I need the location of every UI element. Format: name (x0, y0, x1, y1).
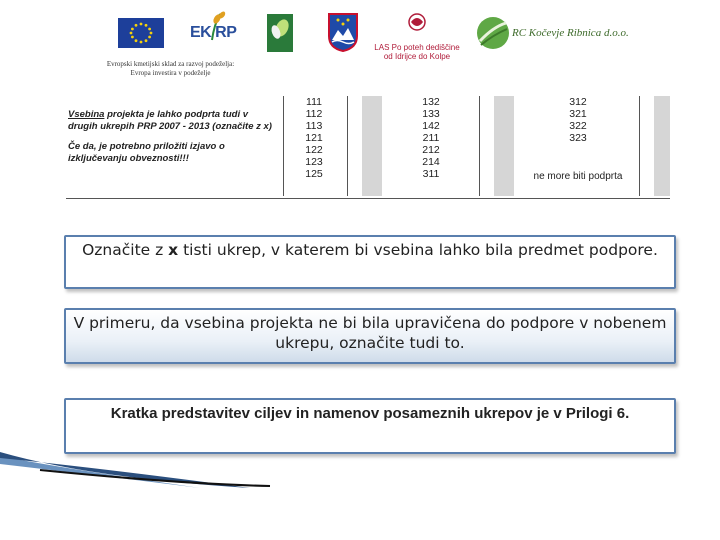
measure-code: 142 (422, 120, 440, 132)
measure-column-1 (294, 96, 334, 180)
checkbox-column[interactable] (494, 96, 514, 196)
measure-code: 133 (422, 108, 440, 120)
measure-code: 132 (422, 96, 440, 108)
instruction-mark-measure-text (66, 237, 674, 260)
measure-code: 122 (305, 144, 323, 156)
measure-code: 211 (422, 132, 440, 144)
measure-column-3 (546, 96, 610, 144)
las-text-line1: LAS Po poteh dediščine (374, 43, 460, 52)
measure-code: 113 (305, 120, 323, 132)
measure-code: 112 (305, 108, 323, 120)
table-left-text (68, 109, 280, 165)
exclusion-statement-note: Če da, je potrebno priložiti izjavo o izključevanju obveznosti!!! (68, 141, 225, 164)
las-logo (372, 12, 462, 60)
measure-code: 322 (569, 120, 587, 132)
measures-table (66, 96, 670, 200)
checkbox-column[interactable] (654, 96, 670, 196)
ekrp-text: EK RP (190, 24, 237, 41)
measure-code: 321 (569, 108, 587, 120)
eligibility-question (68, 109, 280, 133)
measure-code: 111 (306, 96, 322, 108)
measure-code: 323 (569, 132, 587, 144)
checkbox-column[interactable] (362, 96, 382, 196)
eu-caption-line1: Evropski kmetijski sklad za razvoj podeželja: (106, 60, 235, 68)
eligibility-question-underlined: Vsebina (68, 109, 105, 120)
measure-code: 214 (422, 156, 440, 168)
rc-kocevje-ribnica-logo (475, 15, 629, 55)
rc-logo-text: RC Kočevje Ribnica d.o.o. (512, 27, 629, 39)
instruction-box-mark-measure (64, 235, 676, 289)
table-divider (347, 96, 348, 196)
table-divider (639, 96, 640, 196)
instruction-text-post: tisti ukrep, v katerem bi vsebina lahko bila predmet podpore. (178, 241, 658, 259)
las-text-line2: od Idrijce do Kolpe (383, 52, 451, 61)
eligibility-question-rest: projekta je lahko podprta tudi v drugih ukrepih PRP 2007 - 2013 (označite z x) (68, 109, 272, 132)
measure-code: 123 (305, 156, 323, 168)
instruction-text-pre: Označite z (82, 241, 169, 259)
instruction-box-annex-reference (64, 398, 676, 454)
eu-fund-caption (78, 60, 263, 78)
leader-text: LEADER (262, 21, 269, 50)
measure-code: 212 (422, 144, 440, 156)
measure-code: 311 (422, 168, 440, 180)
swoosh-dark (0, 452, 250, 488)
leader-logo (262, 14, 293, 52)
instruction-not-eligible-text: V primeru, da vsebina projekta ne bi bila upravičena do podpore v nobenem ukrepu, označite tudi to. (73, 314, 667, 352)
eu-caption-line2: Evropa investira v podeželje (130, 69, 211, 77)
ekrp-logo (190, 10, 244, 50)
table-divider (283, 96, 284, 196)
instruction-mark-symbol: x (168, 241, 179, 259)
annex-reference-text: Kratka predstavitev ciljev in namenov posameznih ukrepov je v Prilogi 6. (110, 405, 630, 422)
measure-code: 125 (305, 168, 323, 180)
eu-flag-logo (118, 18, 164, 48)
table-divider (479, 96, 480, 196)
decorative-swoosh (0, 448, 720, 540)
measure-code: 121 (305, 132, 323, 144)
table-bottom-border (66, 198, 670, 199)
cannot-be-supported-label: ne more biti podprta (533, 171, 623, 182)
slovenia-coat-of-arms (328, 12, 358, 52)
instruction-box-not-eligible (64, 308, 676, 364)
measure-column-2 (411, 96, 451, 180)
measure-code: 312 (569, 96, 587, 108)
